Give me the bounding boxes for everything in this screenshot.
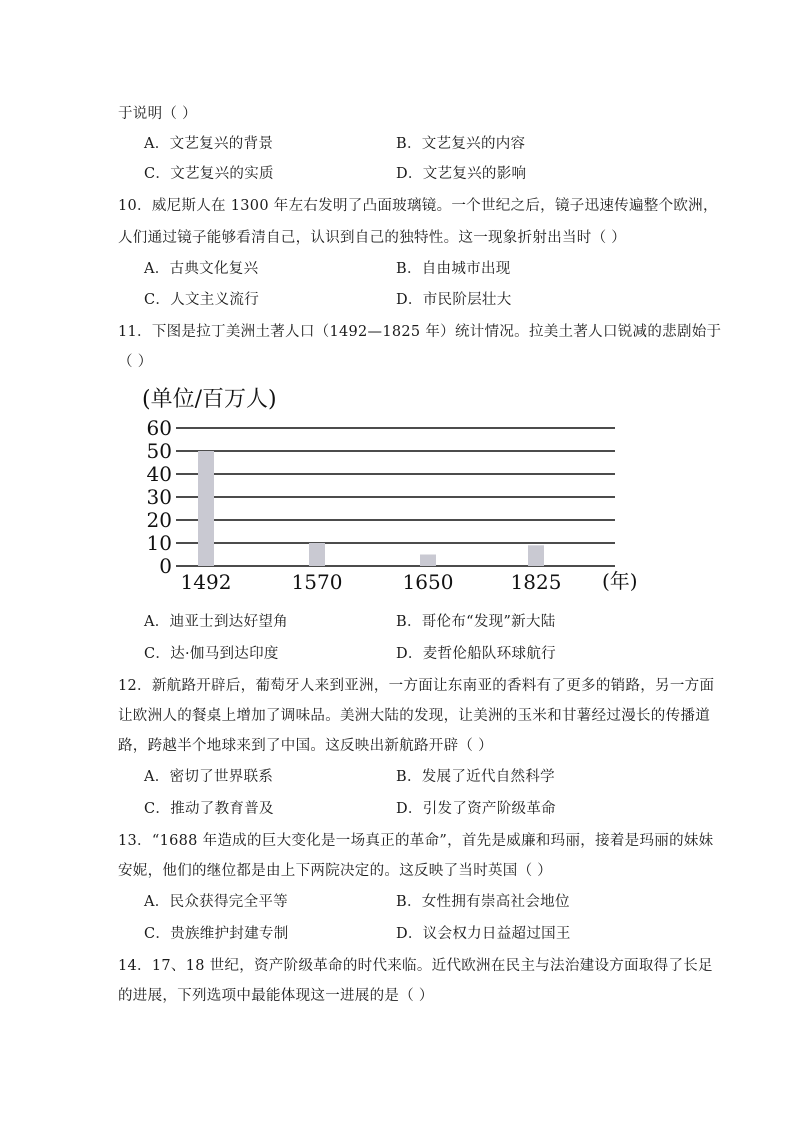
chart-x-ticks [181,570,562,594]
q13-option-b: B．女性拥有崇高社会地位 [396,894,570,910]
y-tick-label: 60 [146,416,172,440]
q13-option-a: A．民众获得完全平等 [144,894,288,910]
chart-y-ticks [147,416,172,578]
chart-bars [198,451,544,566]
chart-title: (单位/百万人) [142,387,277,412]
x-tick-label: 1825 [510,570,562,594]
q11-option-b: B．哥伦布“发现”新大陆 [396,614,556,630]
question-12-line3: 路，跨越半个地球来到了中国。这反映出新航路开辟（ ） [118,738,493,754]
q13-option-d: D．议会权力日益超过国王 [396,926,571,942]
question-14-line1: 14．17、18 世纪，资产阶级革命的时代来临。近代欧洲在民主与法治建设方面取得了长足 [118,958,713,974]
question-12-line2: 让欧洲人的餐桌上增加了调味品。美洲大陆的发现，让美洲的玉米和甘薯经过漫长的传播道 [118,708,710,724]
chart-x-unit: (年) [602,569,638,593]
q12-option-b: B．发展了近代自然科学 [396,769,555,785]
q9-option-a: A．文艺复兴的背景 [144,136,274,152]
question-10-line1: 10．威尼斯人在 1300 年左右发明了凸面玻璃镜。一个世纪之后，镜子迅速传遍整个欧洲， [118,198,718,214]
bar-1492 [198,451,214,566]
q11-option-d: D．麦哲伦船队环球航行 [396,646,556,662]
question-12-line1: 12．新航路开辟后，葡萄牙人来到亚洲，一方面让东南亚的香料有了更多的销路，另一方面 [118,678,715,694]
question-10-line2: 人们通过镜子能够看清自己，认识到自己的独特性。这一现象折射出当时（ ） [118,230,627,246]
q10-option-a: A．古典文化复兴 [144,261,259,277]
question-9-tail: 于说明（ ） [118,106,197,122]
x-tick-label: 1650 [402,570,454,594]
question-13-line2: 安妮，他们的继位都是由上下两院决定的。这反映了当时英国（ ） [118,863,553,879]
question-13-line1: 13．“1688 年造成的巨大变化是一场真正的革命”，首先是威廉和玛丽，接着是玛丽的妹妹 [118,833,714,849]
q13-option-c: C．贵族维护封建专制 [144,926,289,942]
question-11-line1: 11．下图是拉丁美洲土著人口（1492—1825 年）统计情况。拉美土著人口锐减的悲剧始于 [118,324,722,340]
q10-option-d: D．市民阶层壮大 [396,292,512,308]
q10-option-b: B．自由城市出现 [396,261,511,277]
bar-1825 [528,545,544,566]
y-tick-label: 40 [146,462,172,486]
q11-option-a: A．迪亚士到达好望角 [144,614,288,630]
y-tick-label: 0 [159,554,172,578]
population-bar-chart [120,378,660,603]
q9-option-c: C．文艺复兴的实质 [144,166,274,182]
q12-option-c: C．推动了教育普及 [144,801,274,817]
q12-option-a: A．密切了世界联系 [144,769,274,785]
x-tick-label: 1492 [180,570,232,594]
bar-1650 [420,555,436,567]
y-tick-label: 30 [146,485,172,509]
y-tick-label: 20 [146,508,172,532]
q9-option-d: D．文艺复兴的影响 [396,166,527,182]
chart-gridlines [176,428,615,566]
q11-option-c: C．达·伽马到达印度 [144,646,279,662]
y-tick-label: 50 [146,439,172,463]
bar-1570 [309,543,325,566]
q10-option-c: C．人文主义流行 [144,292,259,308]
x-tick-label: 1570 [291,570,343,594]
question-11-line2: （ ） [118,354,153,370]
q9-option-b: B．文艺复兴的内容 [396,136,526,152]
y-tick-label: 10 [146,531,172,555]
question-14-line2: 的进展，下列选项中最能体现这一进展的是（ ） [118,988,434,1004]
q12-option-d: D．引发了资产阶级革命 [396,801,556,817]
